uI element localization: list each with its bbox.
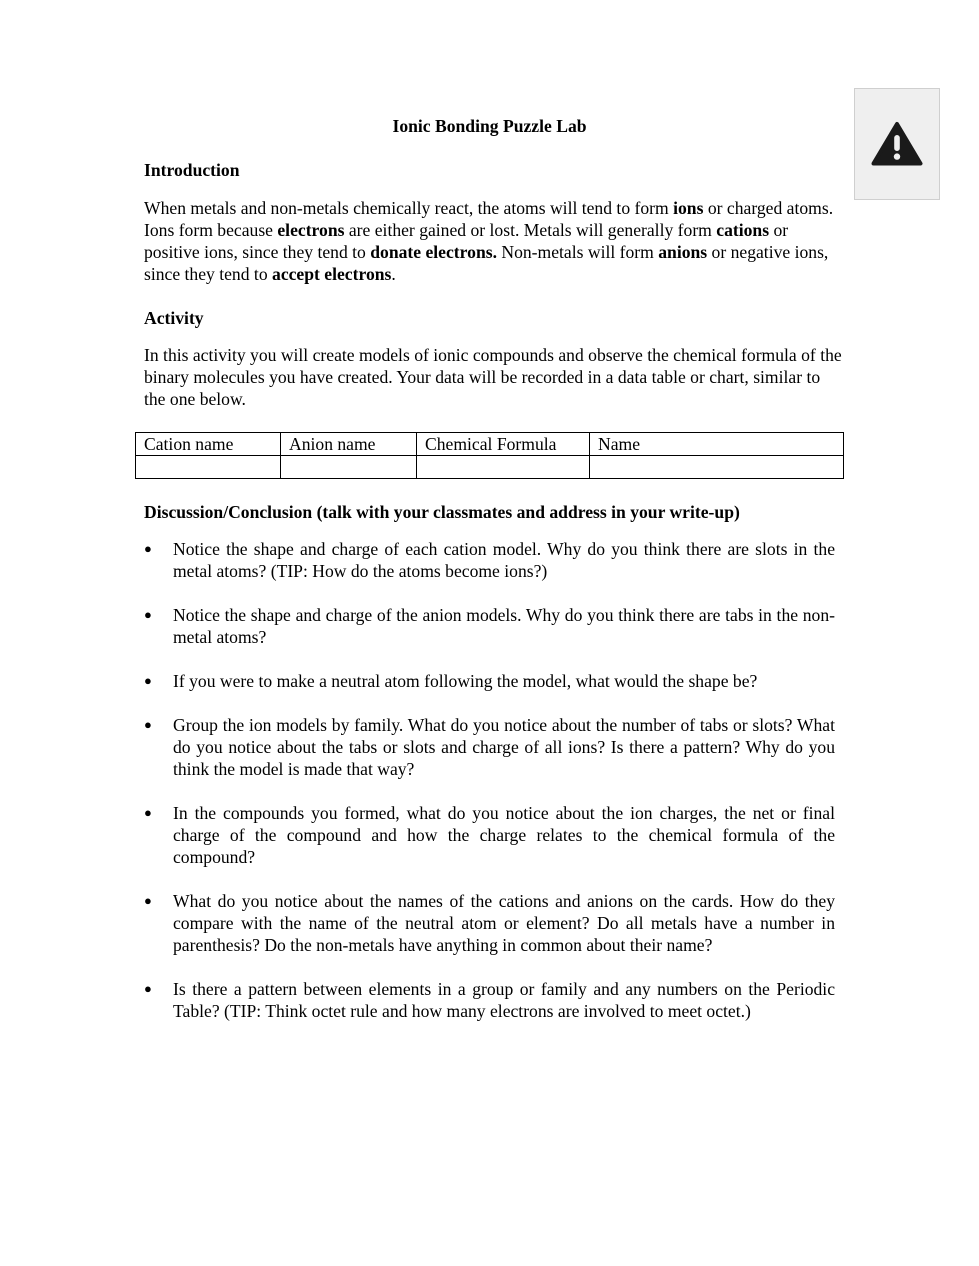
list-item <box>144 978 835 1022</box>
introduction-heading: Introduction <box>144 160 240 180</box>
bullet-icon: ● <box>144 607 152 622</box>
text-run: Non-metals will form <box>496 242 659 262</box>
question-text: Notice the shape and charge of each cation model. Why do you think there are slots in the metal atoms? (TIP: How do the atoms become ions?) <box>173 539 835 581</box>
list-item <box>144 890 835 956</box>
list-item <box>144 802 835 868</box>
text-run: When metals and non-metals chemically react, the atoms will tend to form <box>144 198 674 218</box>
table-header-cation-name: Cation name <box>136 433 281 456</box>
alert-badge[interactable] <box>854 88 940 200</box>
text-run: . <box>391 264 396 284</box>
table-cell <box>417 456 590 479</box>
list-item <box>144 604 835 648</box>
activity-heading: Activity <box>144 308 204 328</box>
question-text: Group the ion models by family. What do you notice about the number of tabs or slots? What do you notice about the tabs or slots and charge of all ions? Is there a pattern? Why do you think the model is made that way? <box>173 715 835 779</box>
bold-term: electrons <box>277 220 345 240</box>
bullet-icon: ● <box>144 805 152 820</box>
bold-term: anions <box>658 242 708 262</box>
bullet-icon: ● <box>144 893 152 908</box>
table-header-row <box>136 433 844 456</box>
bullet-icon: ● <box>144 673 152 688</box>
question-text: Is there a pattern between elements in a group or family and any numbers on the Periodic Table? (TIP: Think octet rule and how many electrons are involved to meet octet.) <box>173 979 835 1021</box>
table-header-chemical-formula: Chemical Formula <box>417 433 590 456</box>
bullet-icon: ● <box>144 541 152 556</box>
table-cell <box>281 456 417 479</box>
bullet-icon: ● <box>144 717 152 732</box>
bold-term: donate electrons. <box>370 242 497 262</box>
text-run: or charged atoms. Ions form because <box>144 198 834 240</box>
table-header-name: Name <box>590 433 844 456</box>
warning-triangle-icon <box>871 121 923 167</box>
question-text: If you were to make a neutral atom following the model, what would the shape be? <box>173 671 758 691</box>
discussion-question-list <box>144 538 835 1022</box>
table-cell <box>590 456 844 479</box>
activity-paragraph: In this activity you will create models of ionic compounds and observe the chemical formula of the binary molecules you have created. Your data will be recorded in a data table or chart, similar to the one below. <box>144 345 842 409</box>
bullet-icon: ● <box>144 981 152 996</box>
table-cell <box>136 456 281 479</box>
list-item <box>144 670 835 692</box>
question-text: In the compounds you formed, what do you notice about the ion charges, the net or final charge of the compound and how the charge relates to the chemical formula of the compound? <box>173 803 835 867</box>
text-run: or negative ions, since they tend to <box>144 242 829 284</box>
data-table <box>135 432 844 479</box>
bold-term: ions <box>673 198 704 218</box>
list-item <box>144 538 835 582</box>
question-text: Notice the shape and charge of the anion models. Why do you think there are tabs in the non-metal atoms? <box>173 605 835 647</box>
bold-term: cations <box>716 220 770 240</box>
text-run: are either gained or lost. Metals will generally form <box>344 220 717 240</box>
question-text: What do you notice about the names of the cations and anions on the cards. How do they compare with the name of the neutral atom or element? Do all metals have a number in parenthesis? Do the non-metals have anything in common about their name? <box>173 891 835 955</box>
introduction-paragraph <box>144 197 844 285</box>
discussion-heading: Discussion/Conclusion (talk with your classmates and address in your write-up) <box>144 502 740 522</box>
table-row <box>136 456 844 479</box>
text-run: or positive ions, since they tend to <box>144 220 789 262</box>
list-item <box>144 714 835 780</box>
document-title: Ionic Bonding Puzzle Lab <box>392 116 587 136</box>
bold-term: accept electrons <box>272 264 392 284</box>
table-header-anion-name: Anion name <box>281 433 417 456</box>
